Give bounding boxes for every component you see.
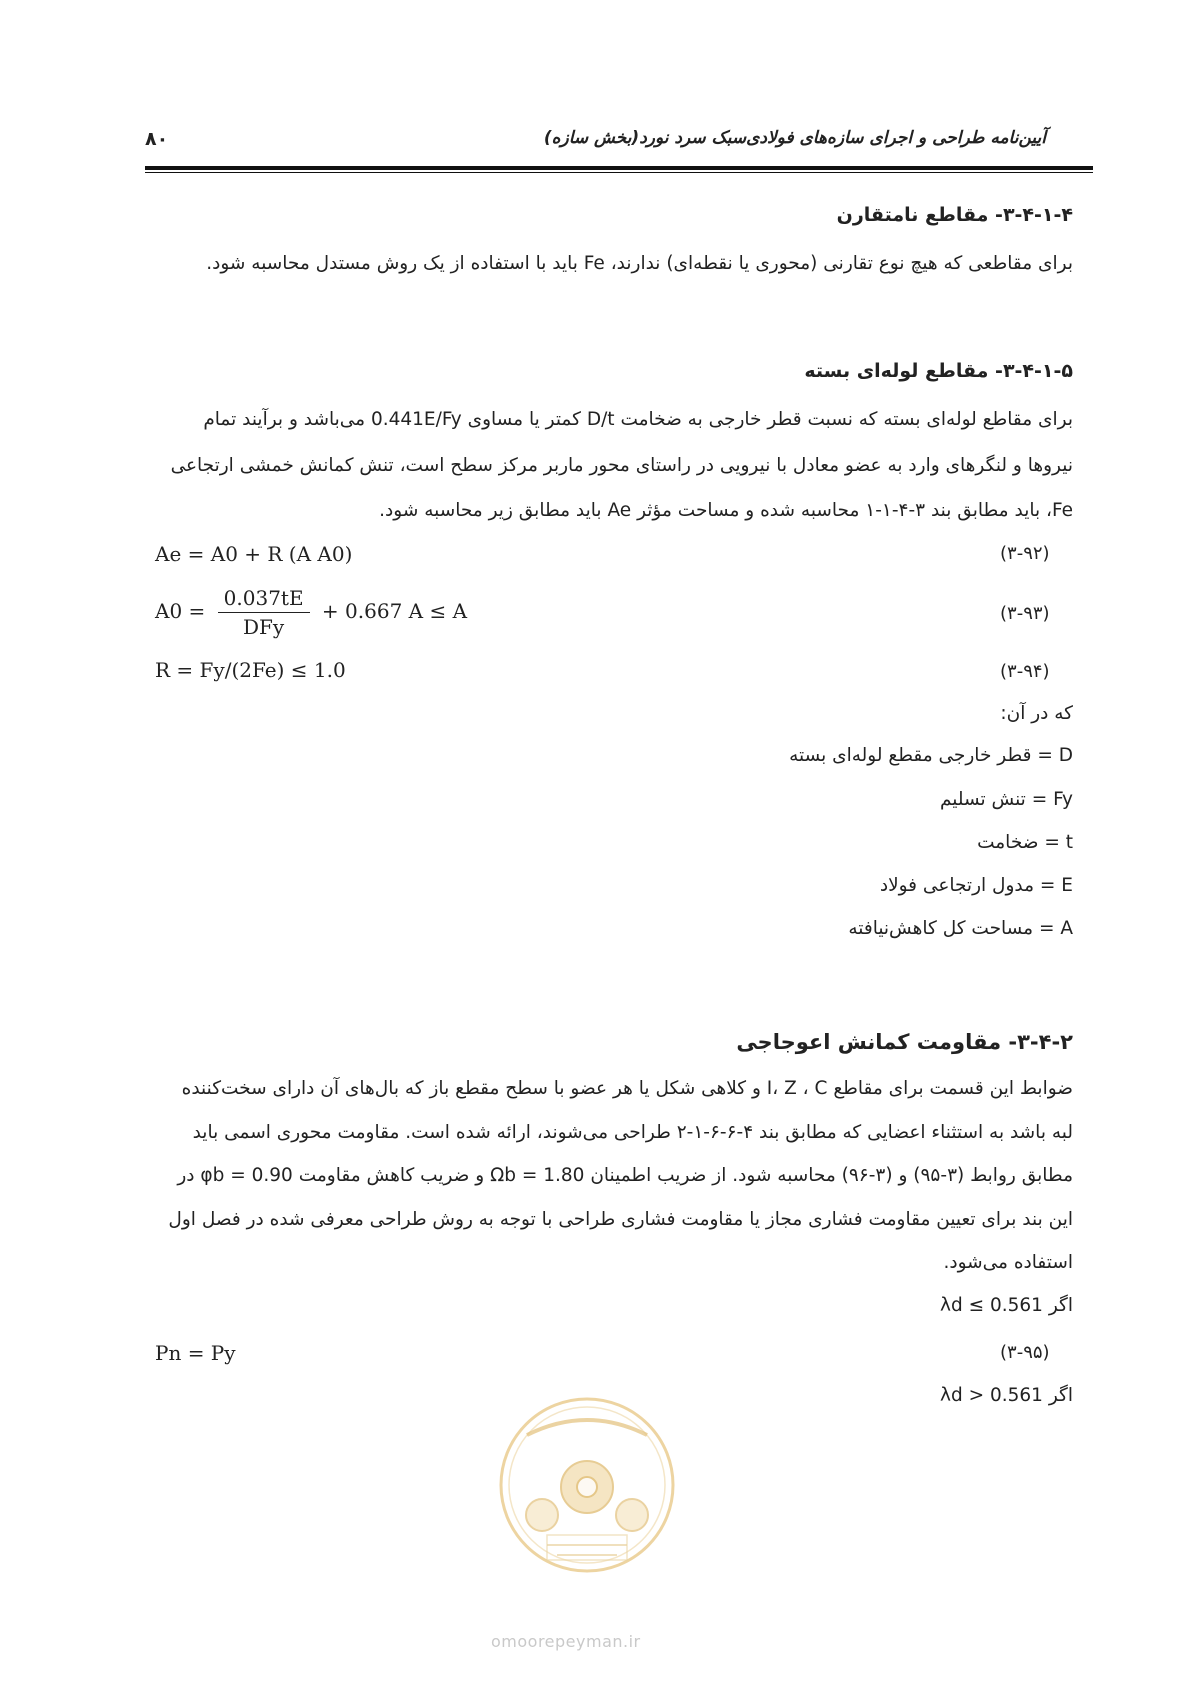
page-number: ۸۰	[145, 128, 169, 150]
equation-rhs: + 0.667 A ≤ A	[321, 599, 468, 623]
section-heading: ۳-۴-۱-۵- مقاطع لوله‌ای بسته	[804, 360, 1073, 382]
paragraph-line: این بند برای تعیین مقاومت فشاری مجاز یا مقاومت فشاری طراحی با توجه به روش طراحی معرفی شده در فصل اول	[168, 1209, 1073, 1230]
paragraph-line: ضوابط این قسمت برای مقاطع I، Z ، C و کلاهی شکل یا هر عضو با سطح مقطع باز که بال‌های آن دارای سخت‌کننده	[181, 1078, 1073, 1099]
paragraph-line: مطابق روابط (۳-۹۵) و (۳-۹۶) محاسبه شود. از ضریب اطمینان Ωb = 1.80 و ضریب کاهش مقاومت φb = 0.90 در	[177, 1165, 1073, 1186]
header-title: آیین‌نامه طراحی و اجرای سازه‌های فولادی‌سبک سرد نورد(بخش سازه)	[543, 128, 1046, 148]
paragraph-line: نیروها و لنگرهای وارد به عضو معادل با نیرویی در راستای محور ماربر مرکز سطح است، تنش کمانش خمشی ارتجاعی	[170, 455, 1073, 476]
section-heading: ۳-۴-۲- مقاومت کمانش اعوجاجی	[736, 1030, 1073, 1054]
equation	[155, 586, 467, 639]
condition-label: اگر λd ≤ 0.561	[940, 1295, 1073, 1316]
paragraph-line: برای مقاطع لوله‌ای بسته که نسبت قطر خارجی به ضخامت D/t کمتر یا مساوی 0.441E/Fy می‌باشد و برآیند تمام	[203, 409, 1073, 430]
page-header	[145, 128, 1046, 158]
paragraph-line: استفاده می‌شود.	[943, 1252, 1073, 1273]
equation: Ae = A0 + R (A A0)	[155, 542, 353, 566]
fraction	[218, 586, 310, 639]
equation-number: (۳-۹۵)	[1000, 1342, 1050, 1363]
paragraph-line: برای مقاطعی که هیچ نوع تقارنی (محوری یا نقطه‌ای) ندارند، Fe باید با استفاده از یک روش مستدل محاسبه شود.	[206, 253, 1073, 274]
paragraph-line: لبه باشد به استثناء اعضایی که مطابق بند ۴-۶-۶-۱-۲ طراحی می‌شوند، ارائه شده است. مقاومت محوری اسمی باید	[192, 1122, 1073, 1143]
equation-number: (۳-۹۲)	[1000, 543, 1050, 564]
equation-lhs: A0 =	[155, 599, 206, 623]
definition-item: A = مساحت کل کاهش‌نیافته	[848, 918, 1073, 939]
paragraph-line: Fe، باید مطابق بند ۳-۴-۱-۱ محاسبه شده و مساحت مؤثر Ae باید مطابق زیر محاسبه شود.	[379, 500, 1073, 521]
website-watermark: omoorepeyman.ir	[491, 1632, 641, 1651]
definition-item: D = قطر خارجی مقطع لوله‌ای بسته	[789, 745, 1073, 766]
equation: Pn = Py	[155, 1341, 236, 1365]
equation-number: (۳-۹۳)	[1000, 603, 1050, 624]
definition-item: Fy = تنش تسلیم	[939, 789, 1073, 810]
fraction-numerator: 0.037tE	[218, 586, 310, 613]
definition-item: t = ضخامت	[977, 832, 1073, 853]
section-heading: ۳-۴-۱-۴- مقاطع نامتقارن	[836, 204, 1073, 226]
definition-item: E = مدول ارتجاعی فولاد	[879, 875, 1073, 896]
condition-label: اگر λd > 0.561	[940, 1385, 1073, 1406]
fraction-denominator: DFy	[243, 615, 285, 639]
equation: R = Fy/(2Fe) ≤ 1.0	[155, 658, 346, 682]
watermark-logo	[487, 1395, 687, 1575]
equation-number: (۳-۹۴)	[1000, 661, 1050, 682]
header-rule-thick	[145, 166, 1093, 170]
where-label: که در آن:	[1000, 703, 1073, 724]
header-rule-thin	[145, 172, 1093, 173]
